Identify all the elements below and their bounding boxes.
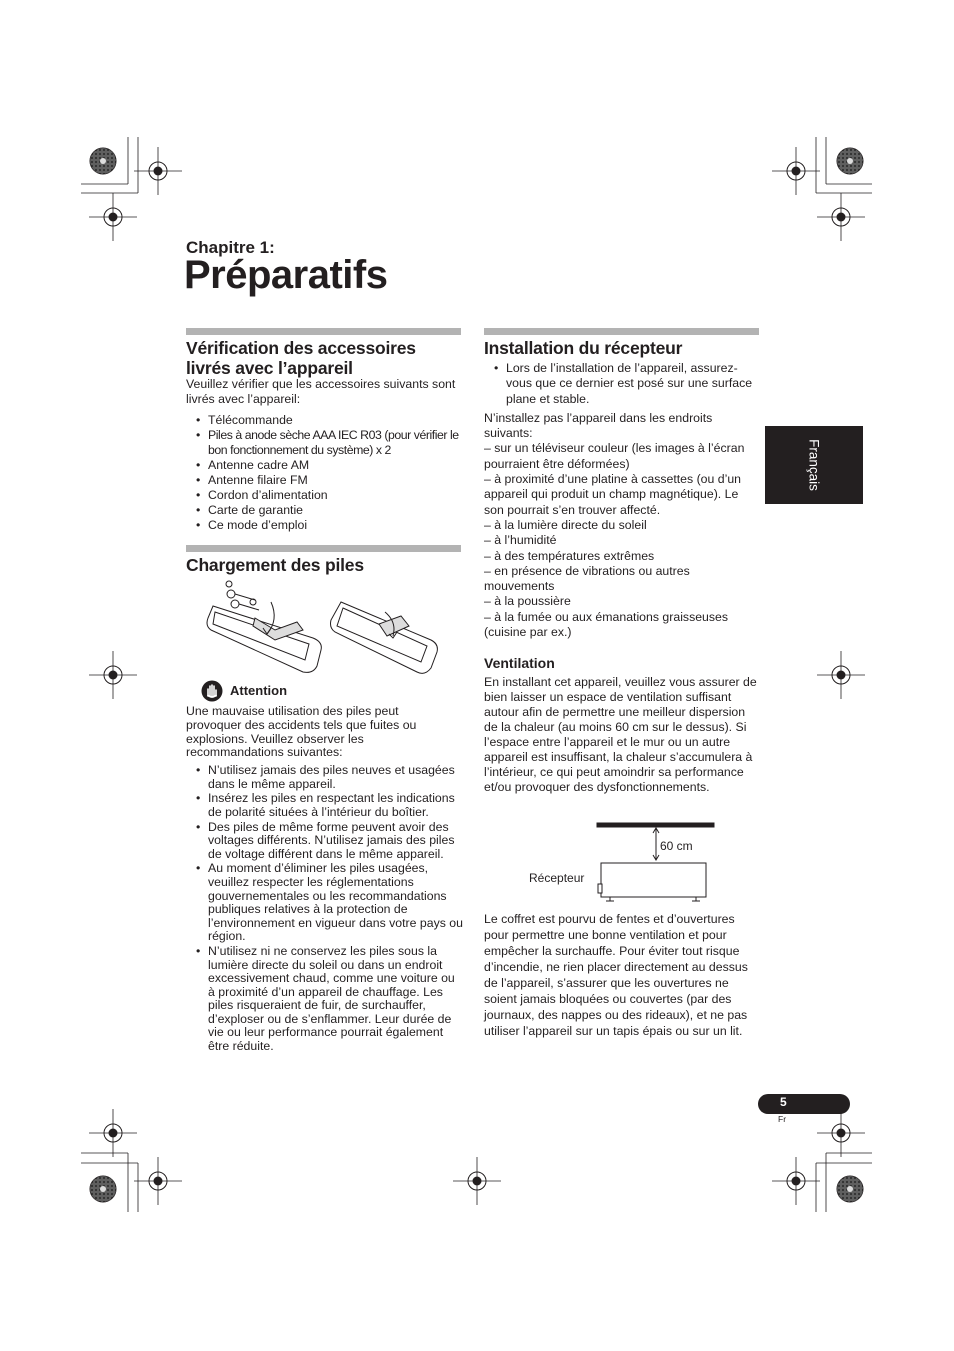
section-bar — [186, 545, 461, 552]
list-item: • Insérez les piles en respectant les indications de polarité situées à l’intérieur du boîtier. — [186, 792, 463, 819]
ventilation-diagram — [596, 820, 718, 908]
section-bar — [484, 328, 759, 335]
enclosure-paragraph: Le coffret est pourvu de fentes et d’ouvertures pour permettre une bonne ventilation et pour empêcher la surchauffe. Pour éviter tout risque d’incendie, ne rien placer directement au dessus de l’appareil, s’assurer que les ouvertures ne soient jamais bloquées ou couvertes (par des journaux, des nappes ou des rideaux), et ne pas utiliser l’appareil sur un tapis épais ou sur un lit. — [484, 912, 748, 1038]
section-heading-accessories — [186, 338, 466, 378]
list-item: • Des piles de même forme peuvent avoir des voltages différents. N’utilisez jamais des piles de voltage différent dans le même appareil. — [186, 821, 463, 862]
installation-line: – sur un téléviseur couleur (les images à l’écran pourraient être déformées) — [484, 441, 745, 471]
section-bar — [186, 328, 461, 335]
installation-intro: N’installez pas l’appareil dans les endroits suivants: — [484, 410, 713, 441]
list-item: • Télécommande — [186, 413, 461, 428]
installation-line: – à proximité d’une platine à cassettes (ou d’un appareil qui produit un champ magnétique). Le son pourrait s’en trouver affecté. — [484, 472, 742, 517]
list-item: • Antenne filaire FM — [186, 473, 461, 488]
list-item: • Ce mode d’emploi — [186, 518, 461, 533]
list-item: • N’utilisez ni ne conservez les piles sous la lumière directe du soleil ou dans un endroit excessivement chaud, comme une voiture ou à proximité d’un appareil de chauffage. Les piles risqueraient de fuir, de surchauffer, d’exploser ou de s’enflammer. Leur durée de vie ou leur performance pourrait également être réduite. — [186, 945, 463, 1054]
accessories-intro: Veuillez vérifier que les accessoires suivants sont livrés avec l’appareil: — [186, 377, 456, 406]
attention-label: Attention — [230, 683, 288, 698]
section-heading-batteries: Chargement des piles — [186, 555, 364, 575]
ventilation-heading: Ventilation — [484, 655, 555, 671]
accessories-body — [186, 377, 461, 533]
battery-warning-intro: Une mauvaise utilisation des piles peut provoquer des accidents tels que fuites ou explosions. Veuillez observer les recommandations suivantes: — [186, 704, 417, 760]
installation-line: – en présence de vibrations ou autres mouvements — [484, 563, 690, 594]
installation-line: – à la poussière — [484, 594, 571, 609]
section-heading-installation: Installation du récepteur — [484, 338, 683, 358]
list-item: • Piles à anode sèche AAA IEC R03 (pour vérifier le bon fonctionnement du système) x 2 — [186, 428, 461, 458]
list-item: • Lors de l’installation de l’appareil, assurez-vous que ce dernier est posé sur une surface plane et stable. — [484, 361, 760, 407]
heading-line: Vérification des accessoires — [186, 338, 416, 358]
diagram-distance-label: 60 cm — [660, 839, 693, 853]
ventilation-paragraph: En installant cet appareil, veuillez vous assurer de bien laisser un espace de ventilation suffisant autour afin de permettre une meilleur dispersion de la chaleur (au moins 60 cm sur le dessus). Si l’espace entre l’appareil et le mur ou un autre appareil est insuffisant, la chaleur s’accumulera à l’intérieur, ce qui peut amoindrir sa performance et/ou provoquer des dysfonctionnements. — [484, 675, 757, 794]
battery-warning-body — [186, 705, 463, 1055]
installation-body — [484, 361, 760, 640]
language-tab — [765, 426, 863, 504]
language-tab-label: Français — [806, 439, 822, 491]
chapter-label: Chapitre 1: — [186, 238, 275, 257]
list-item: • Cordon d’alimentation — [186, 488, 461, 503]
list-item: • Au moment d’éliminer les piles usagées, veuillez respecter les réglementations gouvernementales ou les recommandations publiques relatives à la protection de l’environnement en vigueur dans votre pays ou région. — [186, 862, 463, 944]
page-number: 5 — [780, 1095, 787, 1109]
list-item: • N’utilisez jamais des piles neuves et usagées dans le même appareil. — [186, 764, 463, 791]
installation-line: – à la lumière directe du soleil — [484, 517, 647, 532]
installation-line: – à la fumée ou aux émanations graisseuses (cuisine par ex.) — [484, 609, 729, 640]
page-language-code: Fr — [778, 1114, 787, 1124]
heading-line: livrés avec l’appareil — [186, 358, 353, 378]
installation-line: – à des températures extrêmes — [484, 548, 655, 563]
battery-loading-illustration — [205, 578, 445, 678]
list-item: • Carte de garantie — [186, 503, 461, 518]
accessories-list — [186, 413, 461, 533]
installation-bullets — [484, 361, 760, 407]
installation-line: – à l’humidité — [484, 533, 557, 548]
page-title: Préparatifs — [184, 253, 388, 297]
diagram-receiver-label: Récepteur — [529, 871, 585, 885]
list-item: • Antenne cadre AM — [186, 458, 461, 473]
battery-warning-list — [186, 764, 463, 1053]
attention-hand-icon — [201, 680, 223, 702]
page-number-badge — [758, 1094, 850, 1114]
